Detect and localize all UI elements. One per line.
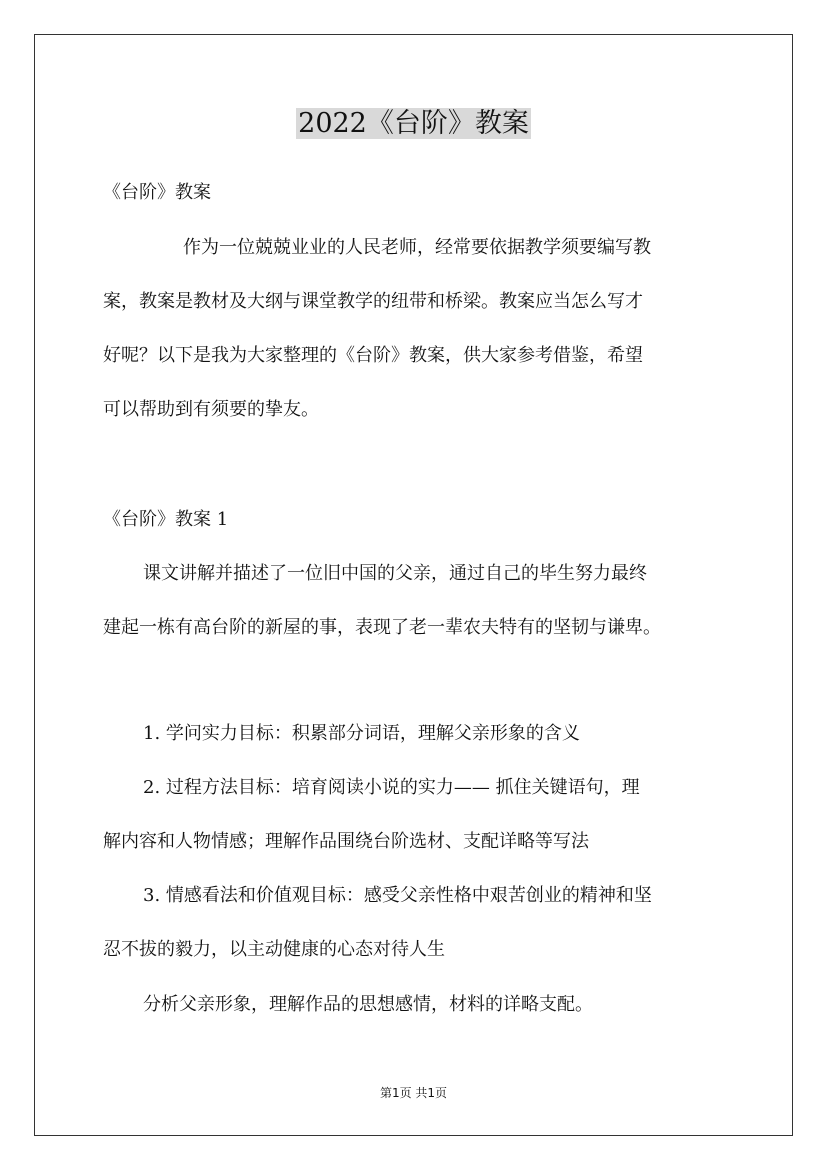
objective-line-5: 忍不拔的毅力，以主动健康的心态对待人生 <box>103 939 445 960</box>
objective-line-1: 1. 学问实力目标：积累部分词语，理解父亲形象的含义 <box>143 723 580 744</box>
objective-line-4: 3. 情感看法和价值观目标：感受父亲性格中艰苦创业的精神和坚 <box>143 885 652 906</box>
intro-line-4: 可以帮助到有须要的挚友。 <box>103 399 319 420</box>
section1-heading: 《台阶》教案 1 <box>103 509 229 530</box>
intro-line-2: 案，教案是教材及大纲与课堂教学的纽带和桥梁。教案应当怎么写才 <box>103 291 643 312</box>
objective-line-6: 分析父亲形象，理解作品的思想感情，材料的详略支配。 <box>143 994 593 1015</box>
document-title <box>0 104 827 144</box>
intro-line-1: 作为一位兢兢业业的人民老师，经常要依据教学须要编写教 <box>183 237 651 258</box>
objective-line-2: 2. 过程方法目标：培育阅读小说的实力—— 抓住关键语句，理 <box>143 777 640 798</box>
intro-line-3: 好呢？以下是我为大家整理的《台阶》教案，供大家参考借鉴，希望 <box>103 345 643 366</box>
document-subtitle: 《台阶》教案 <box>103 182 211 203</box>
section1-line-2: 建起一栋有高台阶的新屋的事，表现了老一辈农夫特有的坚韧与谦卑。 <box>103 617 661 638</box>
document-title-text: 2022《台阶》教案 <box>298 108 529 139</box>
section1-line-1: 课文讲解并描述了一位旧中国的父亲，通过自己的毕生努力最终 <box>143 563 647 584</box>
objective-line-3: 解内容和人物情感；理解作品围绕台阶选材、支配详略等写法 <box>103 831 589 852</box>
page-footer: 第1页 共1页 <box>379 1086 448 1100</box>
